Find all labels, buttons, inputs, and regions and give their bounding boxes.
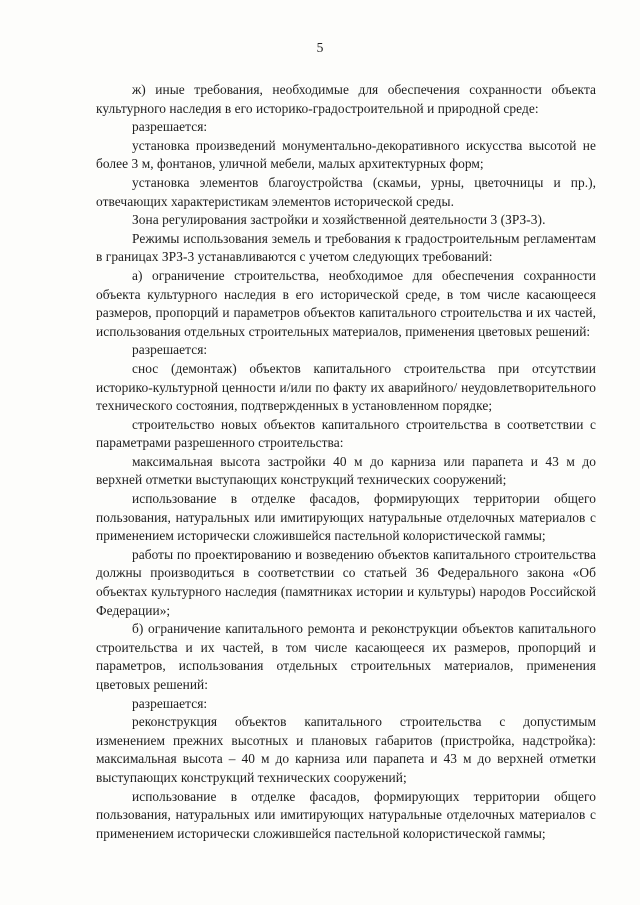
paragraph: б) ограничение капитального ремонта и реконструкции объектов капитального строительства и их частей, в том числе касающееся их размеров, пропорций и параметров, использования отдельных строительных материалов, применения цветовых решений: bbox=[96, 621, 596, 692]
paragraph: установка произведений монументально-декоративного искусства высотой не более 3 м, фонтанов, уличной мебели, малых архитектурных форм; bbox=[96, 137, 596, 172]
paragraph: использование в отделке фасадов, формирующих территории общего пользования, натуральных или имитирующих натуральные отделочных материалов с применением исторически сложившейся пастельной колористической гаммы; bbox=[96, 788, 596, 841]
paragraph: использование в отделке фасадов, формирующих территории общего пользования, натуральных или имитирующих натуральные отделочных материалов с применением исторически сложившейся пастельной колористической гаммы; bbox=[96, 491, 596, 544]
paragraph: ж) иные требования, необходимые для обеспечения сохранности объекта культурного наследия в его историко-градостроительной и природной среде: bbox=[96, 82, 596, 116]
paragraph: максимальная высота застройки 40 м до карниза или парапета и 43 м до верхней отметки выступающих конструкций технических сооружений; bbox=[96, 453, 596, 488]
paragraph: разрешается: bbox=[132, 119, 208, 135]
paragraph: разрешается: bbox=[132, 342, 208, 358]
paragraph: разрешается: bbox=[132, 695, 208, 711]
page-number: 5 bbox=[316, 40, 324, 55]
paragraph: строительство новых объектов капитального строительства в соответствии с параметрами разрешенного строительства: bbox=[96, 416, 596, 451]
paragraph: Режимы использования земель и требования к градостроительным регламентам в границах ЗРЗ-3 устанавливаются с учетом следующих требований: bbox=[96, 230, 596, 265]
paragraph: снос (демонтаж) объектов капитального строительства при отсутствии историко-культурной ценности и/или по факту их аварийного/ неудовлетворительного технического состояния, подтвержденных в установленном порядке; bbox=[96, 360, 596, 414]
paragraph: установка элементов благоустройства (скамьи, урны, цветочницы и пр.), отвечающих характеристикам элементов исторической среды. bbox=[96, 174, 596, 209]
paragraph: работы по проектированию и возведению объектов капитального строительства должны производиться в соответствии со статьей 36 Федерального закона «Об объектах культурного наследия (памятниках истории и культуры) народов Российской Федерации»; bbox=[96, 546, 596, 618]
paragraph: реконструкция объектов капитального строительства с допустимым изменением прежних высотных и плановых габаритов (пристройка, надстройка): максимальная высота – 40 м до карниза или парапета и 43 м до верхней отметки выступающих конструкций технических сооружений; bbox=[96, 714, 596, 785]
paragraph: а) ограничение строительства, необходимое для обеспечения сохранности объекта культурного наследия в его исторической среде, в том числе касающееся размеров, пропорций и параметров объектов капитального строительства и их частей, использования отдельных строительных материалов, применения цветовых решений: bbox=[96, 267, 596, 339]
paragraph: Зона регулирования застройки и хозяйственной деятельности 3 (ЗРЗ-3). bbox=[132, 212, 546, 228]
